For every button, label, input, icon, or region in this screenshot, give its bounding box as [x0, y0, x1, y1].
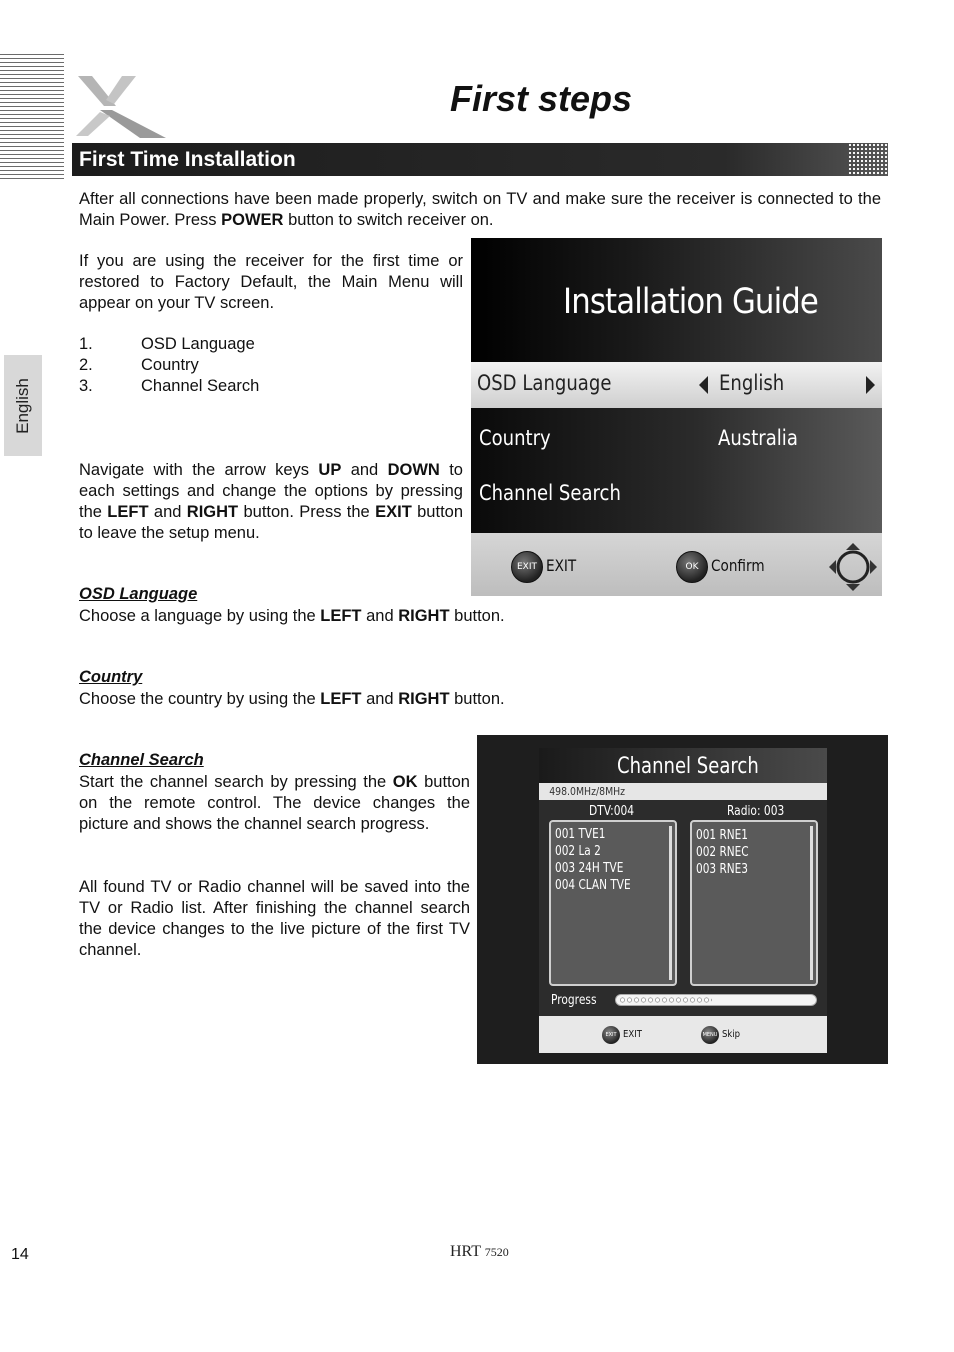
cs-frequency-text: 498.0MHz/8MHz: [549, 785, 626, 798]
list-item: [79, 334, 463, 355]
cs-tv-header: DTV:004: [589, 804, 635, 819]
list-item: [79, 355, 463, 376]
cs-title: Channel Search: [617, 754, 759, 779]
exit-button-icon: EXIT: [602, 1026, 620, 1044]
step-number: 2.: [79, 356, 93, 374]
navigate-text: button. Press the: [238, 503, 376, 521]
list-item: 004 CLAN TVE: [555, 877, 631, 893]
ok-button-icon: OK: [676, 551, 708, 583]
ig-title: Installation Guide: [563, 282, 818, 322]
step-label: Country: [141, 356, 199, 374]
scrollbar: [810, 826, 813, 980]
steps-list: [79, 334, 463, 397]
navigate-text: Navigate with the arrow keys: [79, 461, 319, 479]
ig-row-label: Channel Search: [479, 481, 621, 505]
cs-footer: [539, 1016, 827, 1053]
country-text: [79, 689, 779, 710]
step-label: Channel Search: [141, 377, 260, 395]
section-header-bar: [72, 143, 888, 176]
list-item: 001 RNE1: [696, 827, 748, 843]
cs-radio-header: Radio: 003: [727, 804, 785, 819]
osd-text: Choose a language by using the: [79, 607, 321, 625]
channel-search-screen: [477, 735, 888, 1064]
exit-button-icon: EXIT: [511, 551, 543, 583]
footer-model-number: 7520: [484, 1245, 509, 1259]
header-stripes: [0, 54, 64, 182]
cs-ok-bold: OK: [392, 773, 418, 791]
country-text-part: Choose the country by using the: [79, 690, 321, 708]
exit-label: EXIT: [546, 556, 577, 575]
intro-power-bold: POWER: [221, 211, 284, 229]
cs-skip-label: Skip: [722, 1029, 741, 1040]
navigation-arrows-icon: [828, 542, 878, 592]
arrow-right-icon: [866, 376, 875, 394]
osd-language-text: [79, 606, 779, 627]
country-bold: RIGHT: [398, 690, 450, 708]
channel-search-heading: Channel Search: [79, 751, 204, 769]
country-text-part: button.: [449, 690, 505, 708]
navigate-bold: UP: [318, 461, 342, 479]
osd-language-heading: OSD Language: [79, 585, 198, 603]
cs-exit-label: EXIT: [623, 1029, 642, 1040]
arrow-left-icon: [699, 376, 708, 394]
list-item: 003 RNE3: [696, 861, 748, 877]
ig-row-label: OSD Language: [477, 371, 612, 395]
language-side-tab: [4, 355, 42, 456]
country-text-part: and: [361, 690, 399, 708]
country-bold: LEFT: [320, 690, 362, 708]
navigate-bold: EXIT: [375, 503, 412, 521]
navigate-text: to each settings and change the options by pressing the: [79, 461, 463, 521]
ig-row-value: English: [719, 371, 785, 395]
navigate-text: and: [148, 503, 187, 521]
intro-text-end: button to switch receiver on.: [283, 211, 494, 229]
cs-frequency: [539, 783, 827, 800]
country-heading: Country: [79, 668, 143, 686]
cs-text: button on the remote control. The device changes the picture and shows the channel search progress.: [79, 773, 470, 833]
osd-text: button.: [449, 607, 505, 625]
navigate-text: button to leave the setup menu.: [79, 503, 464, 542]
menu-button-icon: MENU: [701, 1026, 719, 1044]
brand-logo-icon: [70, 70, 170, 142]
list-item: 003 24H TVE: [555, 860, 624, 876]
cs-text: Start the channel search by pressing the: [79, 773, 393, 791]
osd-bold: RIGHT: [398, 607, 450, 625]
navigate-bold: RIGHT: [186, 503, 239, 521]
ig-row-value: Australia: [718, 426, 798, 450]
footer-model: [450, 1243, 509, 1261]
osd-text: and: [361, 607, 399, 625]
page-title: First steps: [450, 78, 633, 119]
ig-header: [471, 238, 882, 362]
navigate-paragraph: [79, 460, 463, 544]
first-time-paragraph: If you are using the receiver for the first time or restored to Factory Default, the Main Menu will appear on your TV screen.: [79, 252, 463, 312]
navigate-bold: DOWN: [387, 461, 440, 479]
intro-text: After all connections have been made properly, switch on TV and make sure the receiver is connected to the Main Power. Press: [79, 190, 881, 229]
list-item: 002 La 2: [555, 843, 601, 859]
cs-tv-list: [549, 820, 677, 986]
section-title: First Time Installation: [79, 148, 296, 171]
scrollbar: [669, 826, 672, 980]
channel-saved-paragraph: All found TV or Radio channel will be saved into the TV or Radio list. After finishing the channel search the device changes to the live picture of the first TV channel.: [79, 878, 470, 959]
page-number: 14: [11, 1246, 29, 1263]
ig-row-label: Country: [479, 426, 551, 450]
cs-radio-list: [690, 820, 818, 986]
list-item: [79, 376, 463, 397]
step-label: OSD Language: [141, 335, 255, 353]
step-number: 3.: [79, 377, 93, 395]
channel-search-paragraph: [79, 772, 470, 835]
confirm-label: Confirm: [711, 556, 765, 575]
cs-progress-bar: [615, 994, 817, 1006]
osd-bold: LEFT: [320, 607, 362, 625]
intro-paragraph: [79, 189, 881, 231]
navigate-text: and: [341, 461, 388, 479]
cs-header: [539, 748, 827, 783]
list-item: 001 TVE1: [555, 826, 606, 842]
footer-model-name: HRT: [450, 1243, 481, 1260]
installation-guide-screen: [471, 238, 882, 596]
section-bar-dots: [848, 143, 888, 176]
cs-progress-fill: [619, 997, 712, 1003]
side-tab-label: English: [13, 377, 32, 434]
list-item: 002 RNEC: [696, 844, 749, 860]
step-number: 1.: [79, 335, 93, 353]
navigate-bold: LEFT: [107, 503, 149, 521]
cs-progress-label: Progress: [551, 993, 597, 1008]
cs-panel: [539, 748, 827, 1053]
